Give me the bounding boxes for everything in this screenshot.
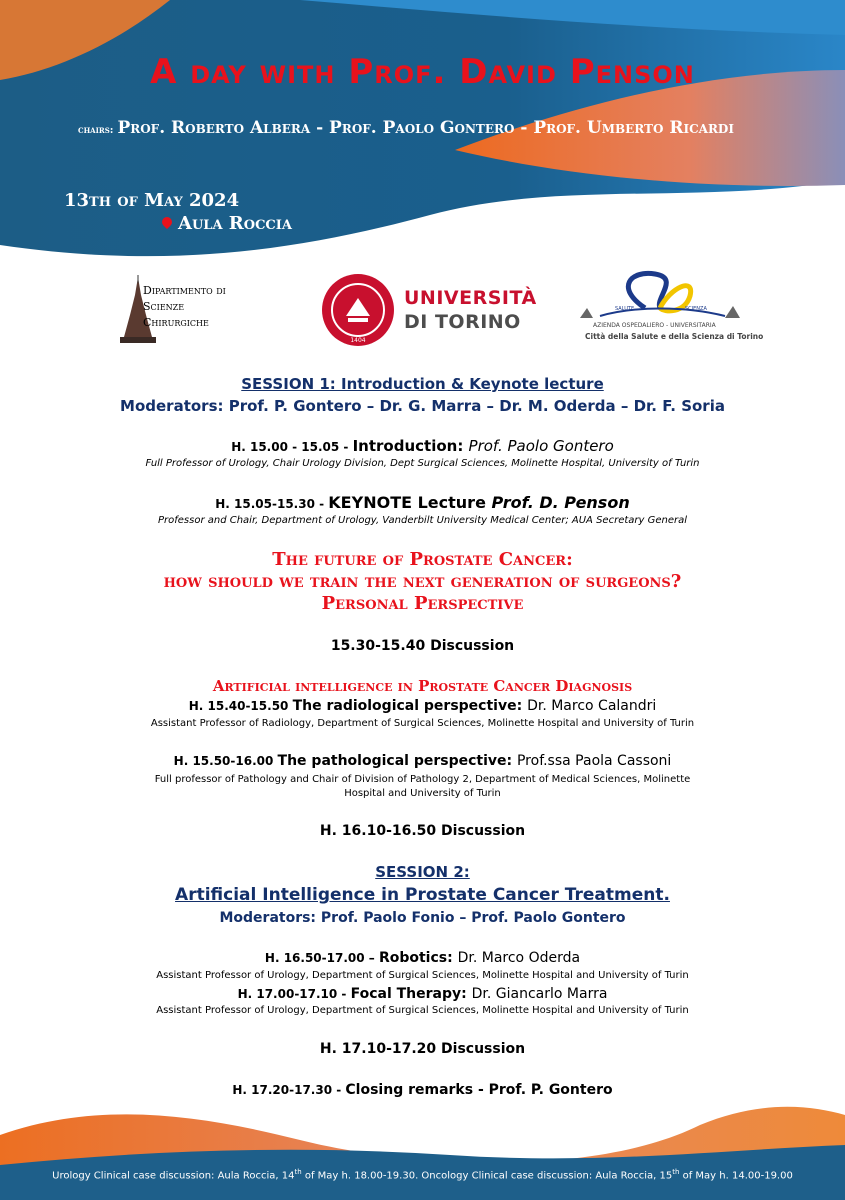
- keynote-desc: Professor and Chair, Department of Urology, Vanderbilt University Medical Center; AUA Secretary General: [157, 515, 688, 526]
- robotics-desc: Assistant Professor of Urology, Department of Surgical Sciences, Molinette Hospital and University of Turin: [156, 970, 689, 981]
- university-seal-icon: [320, 272, 396, 348]
- footer-note: [0, 1168, 845, 1181]
- lecture-line1: The future of Prostate Cancer:: [272, 549, 573, 570]
- robotics-line: [0, 950, 845, 966]
- chairs-names: Prof. Roberto Albera - Prof. Paolo Gontero - Prof. Umberto Ricardi: [117, 118, 734, 138]
- ribbon-right: SCIENZA: [685, 306, 707, 312]
- robotics-time: H. 16.50-17.00 –: [264, 951, 379, 965]
- focal-desc: Assistant Professor of Urology, Department of Surgical Sciences, Molinette Hospital and University of Turin: [156, 1005, 689, 1016]
- intro-line: [0, 437, 845, 455]
- hospital-emblem-icon: [575, 268, 745, 322]
- robotics-label: Robotics:: [378, 950, 458, 966]
- closing-time: H. 17.20-17.30 -: [232, 1083, 346, 1097]
- header-background: [0, 0, 845, 280]
- focal-label: Focal Therapy:: [350, 986, 472, 1002]
- hospital-logo: [575, 268, 764, 350]
- footer-part2: of May h. 18.00-19.30. Oncology Clinical case discussion: Aula Roccia, 15: [301, 1170, 673, 1182]
- footer-sup1: th: [294, 1168, 302, 1176]
- focal-time: H. 17.00-17.10 -: [237, 987, 351, 1001]
- session2-subtitle: Artificial Intelligence in Prostate Cancer Treatment.: [175, 885, 670, 905]
- session2-title: SESSION 2:: [375, 863, 470, 881]
- radio-speaker: Dr. Marco Calandri: [527, 698, 657, 714]
- chairs-label: chairs:: [78, 125, 114, 136]
- session1-moderators: Moderators: Prof. P. Gontero – Dr. G. Marra – Dr. M. Oderda – Dr. F. Soria: [120, 397, 725, 415]
- unito-line1: UNIVERSITÀ: [404, 287, 537, 309]
- chairs-line: [78, 118, 734, 138]
- lecture-title: [0, 549, 845, 615]
- event-location: [162, 213, 292, 234]
- location-text: Aula Roccia: [178, 213, 292, 234]
- robotics-speaker: Dr. Marco Oderda: [457, 950, 581, 966]
- keynote-speaker: Prof. D. Penson: [491, 493, 630, 512]
- intro-desc: Full Professor of Urology, Chair Urology Division, Dept Surgical Sciences, Molinette Hospital, University of Turin: [145, 458, 700, 469]
- footer-background: [0, 1095, 845, 1200]
- keynote-line: [0, 493, 845, 512]
- ribbon-left: SALUTE: [615, 306, 635, 312]
- unito-logo: [320, 272, 537, 348]
- keynote-label: KEYNOTE Lecture: [328, 493, 492, 512]
- lecture-line2: how should we train the next generation of surgeons?: [163, 571, 682, 592]
- patho-label: The pathological perspective:: [277, 753, 517, 769]
- patho-time: H. 15.50-16.00: [173, 754, 278, 768]
- event-title: A day with Prof. David Penson: [150, 52, 695, 92]
- seal-year: 1404: [350, 337, 366, 344]
- unito-line2: DI TORINO: [404, 311, 521, 333]
- discussion2: H. 16.10-16.50 Discussion: [319, 823, 526, 839]
- hospital-line1: AZIENDA OSPEDALIERO - UNIVERSITARIA: [593, 322, 716, 329]
- patho-speaker: Prof.ssa Paola Cassoni: [516, 753, 672, 769]
- footer-part1: Urology Clinical case discussion: Aula Roccia, 14: [52, 1170, 295, 1182]
- dept-line2: Scienze: [143, 300, 185, 313]
- location-pin-icon: [160, 215, 174, 229]
- patho-desc2: Hospital and University of Turin: [344, 788, 501, 799]
- patho-desc1: Full professor of Pathology and Chair of Division of Pathology 2, Department of Medical Sciences, Molinette: [154, 774, 691, 785]
- focal-speaker: Dr. Giancarlo Marra: [471, 986, 608, 1002]
- hospital-line2: Città della Salute e della Scienza di Torino: [585, 332, 764, 341]
- patho-desc: [0, 773, 845, 801]
- lecture-line3: Personal Perspective: [321, 593, 524, 614]
- dept-line3: Chirurgiche: [143, 316, 209, 329]
- focal-line: [0, 986, 845, 1002]
- dept-logo: [118, 275, 258, 345]
- dept-line1: Dipartimento di: [143, 284, 226, 297]
- patho-line: [0, 753, 845, 769]
- discussion3: H. 17.10-17.20 Discussion: [319, 1041, 526, 1057]
- footer-sup2: th: [672, 1168, 680, 1176]
- radio-line: [0, 698, 845, 714]
- closing-label: Closing remarks - Prof. P. Gontero: [345, 1082, 613, 1098]
- radio-desc: Assistant Professor of Radiology, Department of Surgical Sciences, Molinette Hospital and University of Turin: [150, 718, 695, 729]
- intro-speaker: Prof. Paolo Gontero: [468, 437, 614, 455]
- footer-part3: of May h. 14.00-19.00: [679, 1170, 793, 1182]
- discussion1: 15.30-15.40 Discussion: [330, 638, 515, 654]
- session1-title: SESSION 1: Introduction & Keynote lecture: [241, 375, 604, 393]
- radio-time: H. 15.40-15.50: [188, 699, 293, 713]
- session2-moderators: Moderators: Prof. Paolo Fonio – Prof. Paolo Gontero: [219, 910, 626, 926]
- event-date: 13th of May 2024: [64, 190, 240, 211]
- ai-diagnosis-title: Artificial intelligence in Prostate Cancer Diagnosis: [212, 677, 633, 695]
- intro-label: Introduction:: [352, 437, 469, 455]
- keynote-time: H. 15.05-15.30 -: [215, 497, 329, 511]
- intro-time: H. 15.00 - 15.05 -: [231, 440, 353, 454]
- radio-label: The radiological perspective:: [292, 698, 528, 714]
